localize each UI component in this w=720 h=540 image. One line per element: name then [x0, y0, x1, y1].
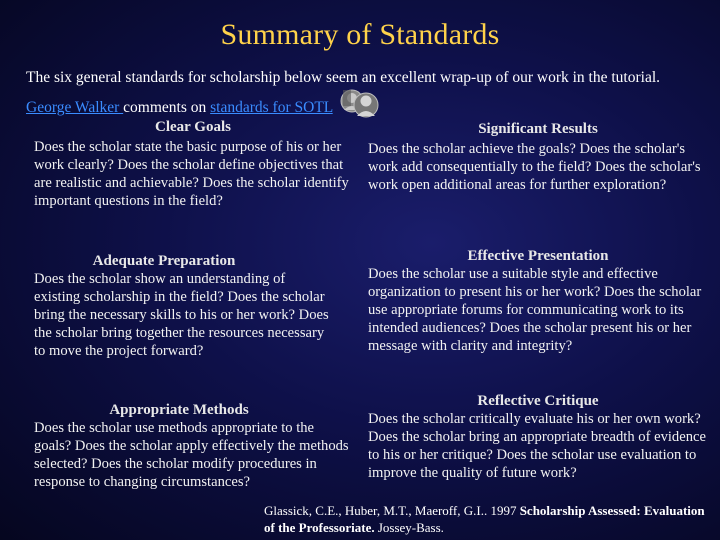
section-clear-goals: [34, 118, 352, 210]
intro-paragraph: [26, 68, 706, 120]
section-heading: Appropriate Methods: [109, 402, 249, 418]
section-body: Does the scholar critically evaluate his or her own work? Does the scholar bring an appropriate breadth of evidence to his or her critique? Does the scholar use evaluation to improve the quality of future work?: [368, 411, 706, 481]
speaker-icon[interactable]: [339, 88, 379, 120]
section-body: Does the scholar use methods appropriate to the goals? Does the scholar apply effectively the methods selected? Does the scholar modify procedures in response to changing circumstances?: [34, 420, 349, 490]
section-effective-presentation: [368, 247, 708, 355]
section-adequate-preparation: [34, 252, 334, 360]
george-walker-link[interactable]: George Walker: [26, 99, 124, 116]
section-appropriate-methods: [34, 401, 352, 491]
intro-middle-text: comments on: [123, 99, 211, 116]
intro-text: The six general standards for scholarship below seem an excellent wrap-up of our work in the tutorial.: [26, 69, 661, 86]
page-title: Summary of Standards: [220, 18, 500, 51]
citation-authors: Glassick, C.E., Huber, M.T., Maeroff, G.I.. 1997: [264, 503, 520, 518]
section-body: Does the scholar show an understanding of existing scholarship in the field? Does the scholar bring the necessary skills to his or her work? Does the scholar bring together the resources necessary to move the project forward?: [34, 271, 329, 359]
citation: [264, 502, 714, 536]
section-body: Does the scholar achieve the goals? Does the scholar's work add consequentially to the field? Does the scholar's work open additional areas for further exploration?: [368, 141, 701, 193]
section-heading: Adequate Preparation: [92, 253, 236, 269]
section-reflective-critique: [368, 392, 708, 482]
citation-book-title: Scholarship Assessed: Evaluation of the Professoriate.: [264, 503, 705, 535]
section-body: Does the scholar use a suitable style and effective organization to present his or her work? Does the scholar use appropriate forums for communicating work to its intended audiences? Does the scholar present his or her message with clarity and integrity?: [368, 266, 702, 354]
section-heading: Significant Results: [478, 121, 598, 137]
section-heading: Clear Goals: [155, 119, 231, 135]
section-heading: Effective Presentation: [467, 248, 609, 264]
section-body: Does the scholar state the basic purpose of his or her work clearly? Does the scholar define objectives that are realistic and achievable? Does the scholar identify important questions in the field?: [34, 139, 349, 209]
standards-for-sotl-link[interactable]: standards for SOTL: [210, 99, 333, 116]
section-heading: Reflective Critique: [477, 393, 599, 409]
citation-publisher: Jossey-Bass.: [374, 520, 444, 535]
section-significant-results: [368, 120, 708, 194]
